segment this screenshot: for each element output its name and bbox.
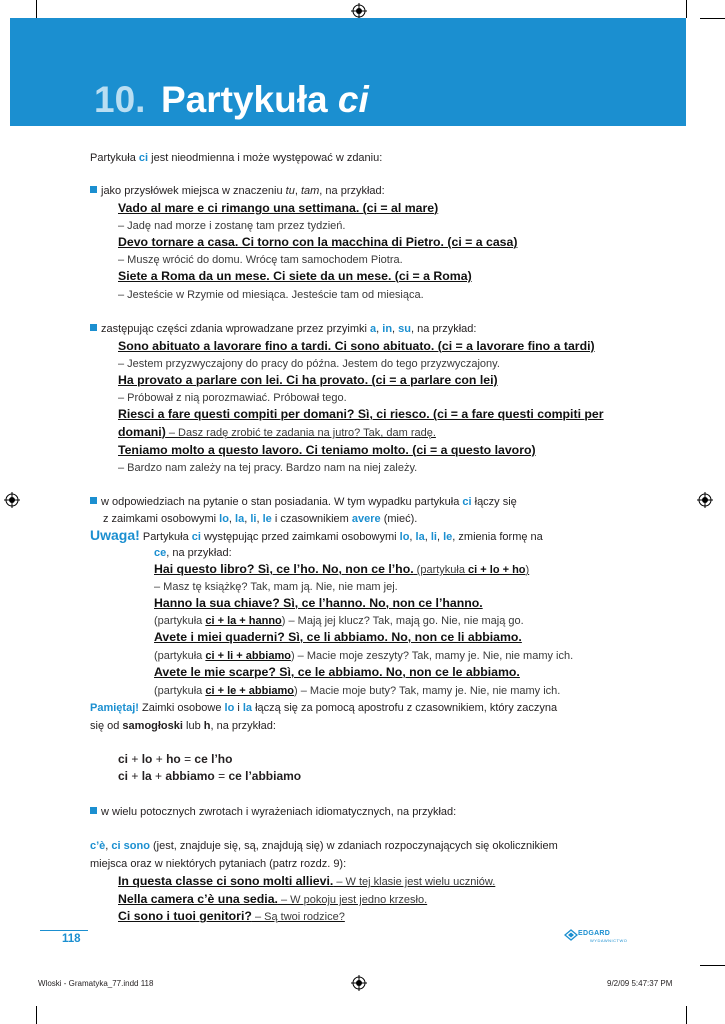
text: ,	[294, 185, 301, 197]
example-translation: – Są twoi rodzice?	[251, 911, 345, 923]
text: jest nieodmienna i może występować w zdaniu:	[148, 152, 383, 164]
crop-mark	[700, 965, 725, 966]
text: +	[128, 769, 142, 783]
cie-paragraph-cont: miejsca oraz w niektórych pytaniach (patrz rozdz. 9):	[90, 858, 347, 870]
text: (partykuła	[154, 685, 206, 697]
text: abbiamo	[165, 769, 215, 783]
uwaga-note	[90, 528, 543, 544]
text: tam	[300, 185, 320, 197]
example-italian: Riesci a fare questi compiti per domani? Sì, ci riesco. (ci = a fare questi compiti per	[118, 407, 604, 421]
example-italian	[154, 562, 529, 578]
text: , na przykład:	[210, 720, 276, 732]
keyword: le	[443, 531, 453, 543]
keyword: lo	[224, 702, 235, 714]
text: ,	[244, 513, 251, 525]
chapter-header	[10, 18, 686, 126]
text: +	[128, 752, 142, 766]
bullet-item-possession-cont	[103, 512, 417, 526]
keyword: lo	[399, 531, 410, 543]
text: z zaimkami osobowymi	[103, 513, 220, 525]
text: Partykuła	[139, 531, 192, 543]
text: ,	[376, 323, 383, 335]
example-translation: – Bardzo nam zależy na tej pracy. Bardzo nam na niej zależy.	[118, 462, 418, 474]
pamietaj-label: Pamiętaj!	[90, 702, 139, 714]
text: lo	[141, 752, 153, 766]
chapter-title-text: Partykuła	[161, 79, 328, 120]
text: i czasownikiem	[271, 513, 352, 525]
text: ho	[166, 752, 181, 766]
example-italian: Siete a Roma da un mese. Ci siete da un mese. (ci = a Roma)	[118, 269, 472, 283]
example-italian	[118, 425, 436, 441]
pamietaj-note	[90, 701, 557, 715]
text: la	[141, 769, 152, 783]
example-italian: Avete i miei quaderni? Sì, ce li abbiamo. No, non ce li abbiamo.	[154, 630, 522, 644]
example-italian: Teniamo molto a questo lavoro. Ci teniamo molto. (ci = a questo lavoro)	[118, 443, 536, 457]
footer-rule	[40, 930, 88, 931]
example-italian: Sono abituato a lavorare fino a tardi. Ci sono abituato. (ci = a lavorare fino a tardi)	[118, 339, 595, 353]
text: zastępując części zdania wprowadzane przez przyimki	[101, 323, 371, 335]
text: się od	[90, 720, 123, 732]
text: Zaimki osobowe	[138, 702, 225, 714]
example-italian	[118, 892, 427, 908]
keyword: a	[370, 323, 377, 335]
keyword: ci	[191, 531, 201, 543]
example-translation: – Masz tę książkę? Tak, mam ją. Nie, nie mam jej.	[154, 581, 398, 593]
chapter-title	[161, 79, 369, 121]
publisher-logo-subtext: WYDAWNICTWO	[590, 938, 628, 943]
text: i	[234, 702, 243, 714]
crop-mark	[36, 0, 37, 18]
text: (partykuła	[413, 564, 469, 576]
text: ,	[105, 840, 112, 852]
example-translation: – Jestem przyzwyczajony do pracy do późna. Jestem do tego przyzwyczajony.	[118, 358, 500, 370]
text: ,	[436, 531, 444, 543]
bullet-item-adverb	[90, 184, 385, 198]
bullet-item-prepositions	[90, 322, 476, 336]
example-translation	[154, 614, 524, 629]
keyword: avere	[351, 513, 381, 525]
keyword: su	[398, 323, 412, 335]
keyword: samogłoski	[122, 720, 183, 732]
pamietaj-note-cont	[90, 719, 276, 733]
registration-mark-icon	[697, 492, 713, 508]
text: ) – Mają jej klucz? Tak, mają go. Nie, nie mają go.	[281, 615, 524, 627]
keyword: li	[250, 513, 257, 525]
chapter-number: 10.	[94, 79, 146, 120]
keyword: la	[242, 702, 253, 714]
formula-line	[118, 752, 232, 766]
text: ) – Macie moje zeszyty? Tak, mamy je. Nie, nie mamy ich.	[290, 650, 574, 662]
slug-file-info: Wloski - Gramatyka_77.indd 118	[38, 979, 154, 988]
example-italian: Hanno la sua chiave? Sì, ce l’hanno. No, non ce l’hanno.	[154, 596, 483, 610]
text: ce l’ho	[194, 752, 233, 766]
example-italian: Ha provato a parlare con lei. Ci ha provato. (ci = a parlare con lei)	[118, 373, 498, 387]
text: Ci sono i tuoi genitori?	[118, 909, 252, 923]
crop-mark	[686, 1006, 687, 1024]
text: In questa classe ci sono molti allievi.	[118, 874, 334, 888]
text: Nella camera c’è una sedia.	[118, 892, 278, 906]
example-italian: Vado al mare e ci rimango una settimana. (ci = al mare)	[118, 201, 439, 215]
page-number: 118	[62, 933, 81, 945]
text: , zmienia formę na	[452, 531, 543, 543]
formula-line	[118, 769, 301, 783]
text: +	[152, 752, 167, 766]
text: w odpowiedziach na pytanie o stan posiadania. W tym wypadku partykuła	[101, 496, 463, 508]
text: (partykuła	[154, 650, 206, 662]
bullet-item-idioms	[90, 805, 456, 819]
formula: ci + lo + ho	[468, 564, 526, 576]
text: , na przykład:	[319, 185, 385, 197]
keyword: la	[235, 513, 245, 525]
example-translation	[154, 649, 573, 664]
text: tu	[285, 185, 295, 197]
publisher-logo-text: EDGARD	[578, 930, 611, 937]
crop-mark	[700, 18, 725, 19]
example-italian	[118, 874, 495, 890]
keyword: lo	[219, 513, 229, 525]
text: =	[180, 752, 195, 766]
example-italian: Avete le mie scarpe? Sì, ce le abbiamo. No, non ce le abbiamo.	[154, 665, 520, 679]
text: łączy się	[471, 496, 517, 508]
keyword: c’è	[90, 840, 106, 852]
example-translation: – W tej klasie jest wielu uczniów.	[333, 876, 496, 888]
text: ,	[409, 531, 416, 543]
keyword: h	[203, 720, 211, 732]
crop-mark	[686, 0, 687, 18]
square-bullet-icon	[90, 497, 97, 504]
edgard-logo-icon	[564, 929, 578, 941]
cie-paragraph	[90, 839, 558, 853]
text: łączą się za pomocą apostrofu z czasownikiem, który zaczyna	[252, 702, 558, 714]
example-translation: – Muszę wrócić do domu. Wrócę tam samochodem Piotra.	[118, 254, 403, 266]
text: w wielu potocznych zwrotach i wyrażeniach idiomatycznych, na przykład:	[101, 806, 457, 818]
keyword: in	[382, 323, 393, 335]
text: (partykuła	[154, 615, 206, 627]
chapter-title-italic: ci	[337, 79, 369, 120]
text: (mieć).	[380, 513, 418, 525]
text: lub	[182, 720, 204, 732]
example-translation: – Jadę nad morze i zostanę tam przez tydzień.	[118, 220, 346, 232]
text: jako przysłówek miejsca w znaczeniu	[101, 185, 286, 197]
example-italian	[118, 909, 345, 925]
formula: ci + le + abbiamo	[205, 685, 295, 697]
square-bullet-icon	[90, 186, 97, 193]
example-translation: – Dasz radę zrobić te zadania na jutro? Tak, dam radę.	[165, 427, 436, 439]
text: )	[525, 564, 530, 576]
text: ci	[118, 769, 129, 783]
registration-mark-icon	[4, 492, 20, 508]
text: ) – Macie moje buty? Tak, mamy je. Nie, nie mamy ich.	[294, 685, 561, 697]
example-translation	[154, 684, 560, 699]
keyword: ci sono	[111, 840, 150, 852]
crop-mark	[36, 1006, 37, 1024]
example-translation: – W pokoju jest jedno krzesło.	[277, 894, 428, 906]
keyword: la	[415, 531, 425, 543]
bullet-item-possession	[90, 495, 517, 509]
text: ,	[392, 323, 399, 335]
text: (jest, znajduje się, są, znajdują się) w zdaniach rozpoczynających się okolicznikiem	[149, 840, 558, 852]
formula: ci + li + abbiamo	[205, 650, 291, 662]
text: ci	[118, 752, 129, 766]
slug-date: 9/2/09 5:47:37 PM	[607, 979, 673, 988]
text: Partykuła	[90, 152, 139, 164]
uwaga-note-cont	[154, 546, 232, 560]
keyword: ci	[138, 152, 149, 164]
square-bullet-icon	[90, 324, 97, 331]
text: ce l’abbiamo	[228, 769, 302, 783]
text: Hai questo libro? Sì, ce l’ho. No, non ce l’ho.	[154, 562, 414, 576]
text: ,	[228, 513, 236, 525]
text: , na przykład:	[411, 323, 477, 335]
keyword: le	[262, 513, 272, 525]
keyword: li	[430, 531, 437, 543]
square-bullet-icon	[90, 807, 97, 814]
text: , na przykład:	[166, 547, 232, 559]
intro-line	[90, 151, 382, 165]
text: ,	[256, 513, 263, 525]
keyword: ci	[462, 496, 472, 508]
text: ,	[424, 531, 431, 543]
text: domani)	[118, 425, 166, 439]
text: =	[214, 769, 229, 783]
formula: ci + la + hanno	[205, 615, 282, 627]
text: +	[151, 769, 166, 783]
registration-mark-icon	[351, 3, 367, 19]
keyword: ce	[154, 547, 167, 559]
example-italian: Devo tornare a casa. Ci torno con la macchina di Pietro. (ci = a casa)	[118, 235, 518, 249]
example-translation: – Jesteście w Rzymie od miesiąca. Jesteście tam od miesiąca.	[118, 289, 424, 301]
uwaga-label: Uwaga!	[90, 527, 140, 543]
registration-mark-icon	[351, 975, 367, 991]
example-translation: – Próbował z nią porozmawiać. Próbował tego.	[118, 392, 347, 404]
text: występując przed zaimkami osobowymi	[200, 531, 400, 543]
